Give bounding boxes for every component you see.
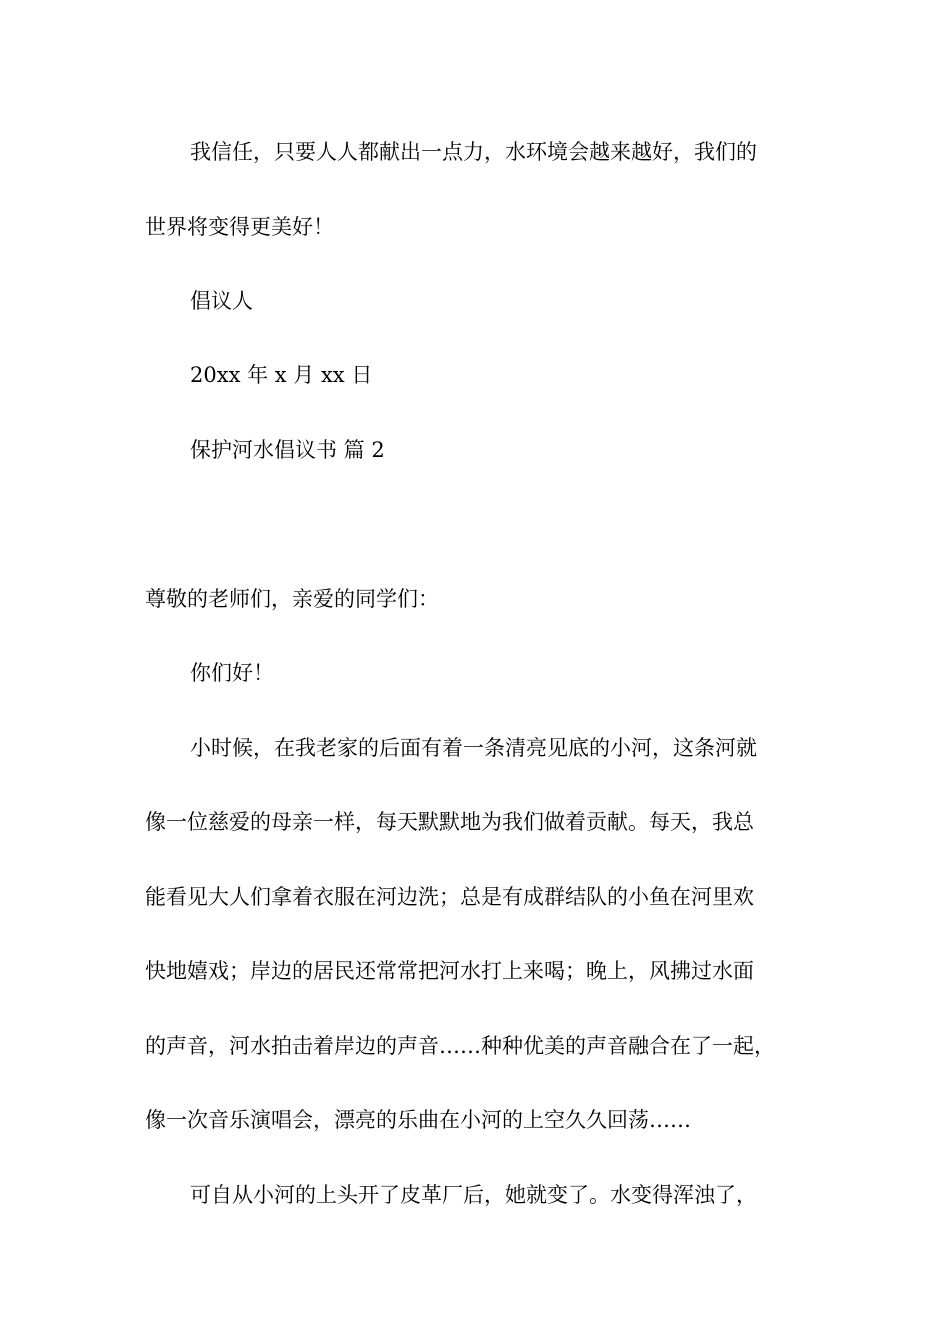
paragraph-line: 我信任，只要人人都献出一点力，水环境会越来越好，我们的 xyxy=(190,140,757,164)
paragraph-line: 可自从小河的上头开了皮革厂后，她就变了。水变得浑浊了， xyxy=(190,1183,757,1207)
date-line: 20xx 年 x 月 xx 日 xyxy=(190,363,373,387)
paragraph-line: 能看见大人们拿着衣服在河边洗；总是有成群结队的小鱼在河里欢 xyxy=(145,885,754,909)
paragraph-line: 小时候，在我老家的后面有着一条清亮见底的小河，这条河就 xyxy=(190,736,757,760)
proposer-label: 倡议人 xyxy=(190,289,253,313)
paragraph-line: 快地嬉戏；岸边的居民还常常把河水打上来喝；晚上，风拂过水面 xyxy=(145,959,754,983)
paragraph-line: 像一位慈爱的母亲一样，每天默默地为我们做着贡献。每天，我总 xyxy=(145,810,754,834)
greeting: 你们好！ xyxy=(190,661,274,685)
section-title: 保护河水倡议书 篇 2 xyxy=(190,438,385,462)
paragraph-line: 像一次音乐演唱会，漂亮的乐曲在小河的上空久久回荡…… xyxy=(145,1108,691,1132)
paragraph-line: 的声音，河水拍击着岸边的声音……种种优美的声音融合在了一起， xyxy=(145,1034,775,1058)
salutation: 尊敬的老师们，亲爱的同学们： xyxy=(145,587,439,611)
paragraph-line: 世界将变得更美好！ xyxy=(145,215,334,239)
